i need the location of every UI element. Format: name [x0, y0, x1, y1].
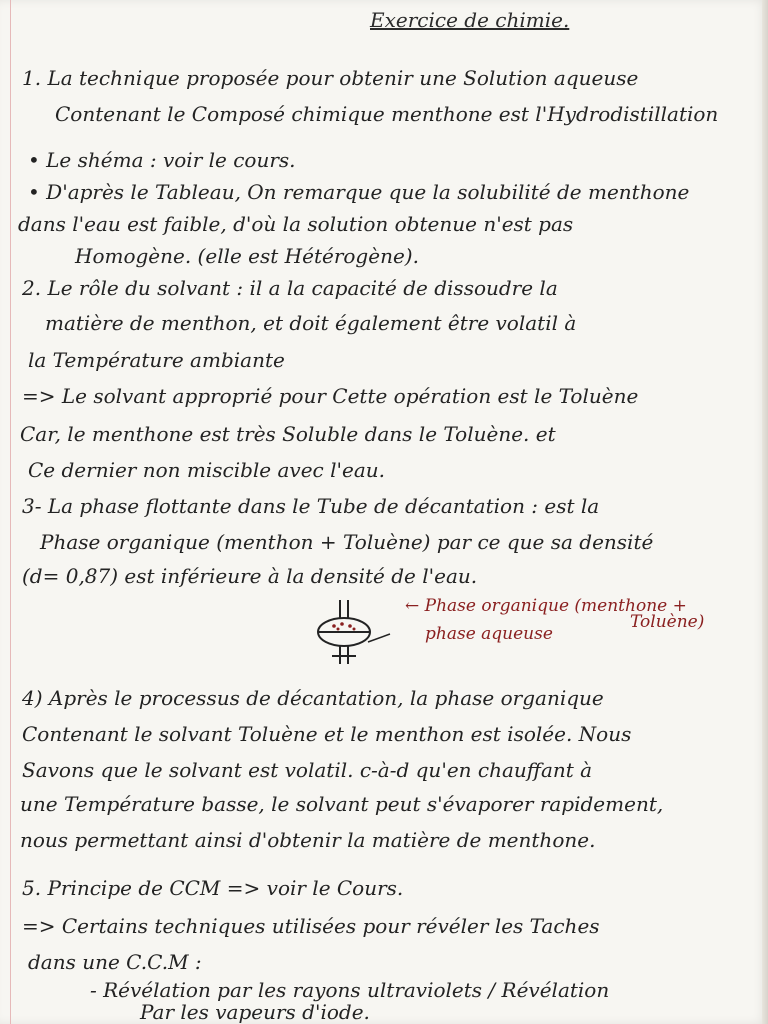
text-line-9: la Température ambiante	[28, 348, 285, 372]
annotation-aqueous-phase: phase aqueuse	[425, 624, 553, 644]
funnel-icon	[310, 598, 400, 668]
text-line-3: • Le shéma : voir le cours.	[28, 148, 296, 172]
text-line-24: - Révélation par les rayons ultraviolets / Révélation	[90, 978, 610, 1002]
text-line-17: Contenant le solvant Toluène et le menthon est isolée. Nous	[22, 722, 632, 746]
text-line-20: nous permettant ainsi d'obtenir la matière de menthone.	[20, 828, 596, 852]
text-line-8: matière de menthon, et doit également être volatil à	[45, 311, 577, 335]
text-line-11: Car, le menthone est très Soluble dans le Toluène. et	[20, 422, 556, 446]
text-line-15: (d= 0,87) est inférieure à la densité de l'eau.	[22, 564, 478, 588]
text-line-16: 4) Après le processus de décantation, la phase organique	[22, 686, 604, 710]
text-line-19: une Température basse, le solvant peut s'évaporer rapidement,	[20, 792, 664, 816]
text-line-25: Par les vapeurs d'iode.	[140, 1000, 370, 1024]
page-title: Exercice de chimie.	[370, 8, 570, 32]
text-line-18: Savons que le solvant est volatil. c-à-d qu'en chauffant à	[22, 758, 593, 782]
text-line-14: Phase organique (menthon + Toluène) par ce que sa densité	[40, 530, 654, 554]
text-line-4: • D'après le Tableau, On remarque que la solubilité de menthone	[28, 180, 690, 204]
text-line-13: 3- La phase flottante dans le Tube de décantation : est la	[22, 494, 600, 518]
decantation-funnel-sketch	[310, 598, 400, 668]
text-line-5: dans l'eau est faible, d'où la solution obtenue n'est pas	[18, 212, 574, 236]
text-line-23: dans une C.C.M :	[28, 950, 202, 974]
annotation-organic-phase: ← Phase organique (menthone +	[405, 596, 687, 616]
annotation-organic-phase-cont: Toluène)	[630, 612, 705, 632]
text-line-6: Homogène. (elle est Hétérogène).	[75, 244, 419, 268]
text-line-1: 1. La technique proposée pour obtenir une Solution aqueuse	[22, 66, 639, 90]
margin-line	[10, 0, 11, 1024]
text-line-21: 5. Principe de CCM => voir le Cours.	[22, 876, 404, 900]
text-line-7: 2. Le rôle du solvant : il a la capacité de dissoudre la	[22, 276, 558, 300]
text-line-2: Contenant le Composé chimique menthone est l'Hydrodistillation	[55, 102, 719, 126]
page-edge-shadow	[762, 0, 768, 1024]
text-line-12: Ce dernier non miscible avec l'eau.	[28, 458, 386, 482]
text-line-22: => Certains techniques utilisées pour révéler les Taches	[22, 914, 600, 938]
text-line-10: => Le solvant approprié pour Cette opération est le Toluène	[22, 384, 639, 408]
